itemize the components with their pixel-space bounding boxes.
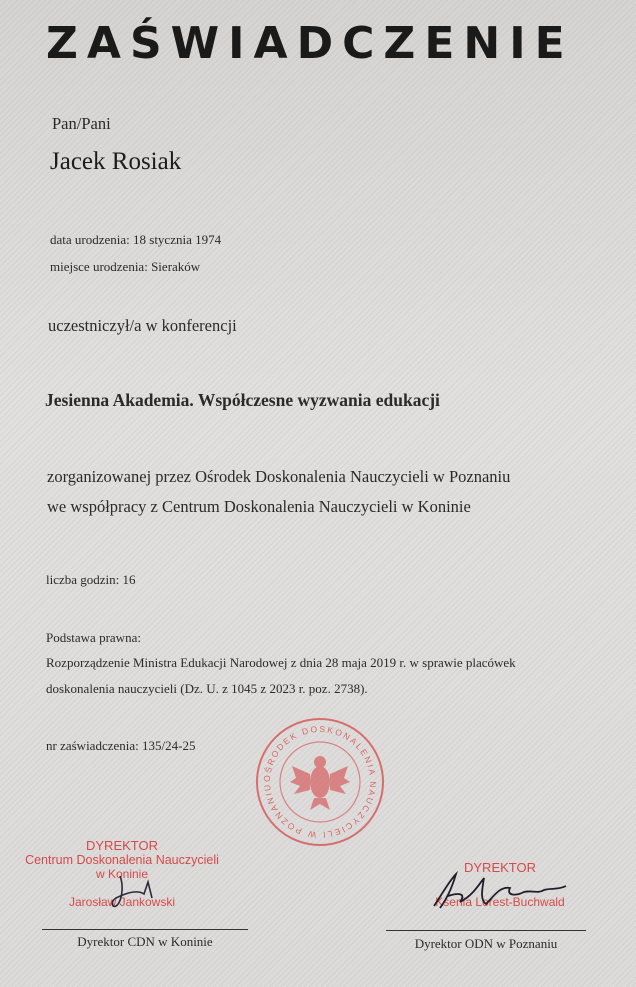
eagle-emblem-icon [290,756,350,810]
left-stamp-person: Jarosław Jankowski [68,895,176,909]
right-stamp-title: DYREKTOR [464,860,536,875]
hours-row [46,572,136,588]
legal-basis-label: Podstawa prawna: [46,630,141,645]
birth-place-label: miejsce urodzenia: [50,259,148,274]
salutation: Pan/Pani [52,114,111,133]
left-stamp-institution-1: Centrum Doskonalenia Nauczycieli [25,853,219,867]
official-seal [254,716,386,848]
legal-basis-line-2: doskonalenia nauczycieli (Dz. U. z 1045 z 2023 r. poz. 2738). [46,681,368,696]
left-signature-line [42,929,248,930]
birth-date-value: 18 stycznia 1974 [133,232,222,247]
left-stamp-institution-2: w Koninie [95,867,149,881]
right-caption: Dyrektor ODN w Poznaniu [414,936,558,951]
right-signature [420,866,580,916]
certificate-number-value: 135/24-25 [142,738,196,753]
left-caption: Dyrektor CDN w Koninie [77,934,213,949]
hours-value: 16 [122,572,136,587]
certificate-number-label: nr zaświadczenia: [46,738,139,753]
birth-place-value: Sieraków [151,259,201,274]
birth-date-row [50,232,221,248]
participation-text: uczestniczył/a w konferencji [48,316,237,335]
left-stamp-title: DYREKTOR [86,838,158,853]
certificate-number-row [46,738,195,754]
certificate-title: ZAŚWIADCZENIE [46,18,574,69]
legal-basis-line-1: Rozporządzenie Ministra Edukacji Narodowej z dnia 28 maja 2019 r. w sprawie placówek [46,655,516,670]
birth-place-row [50,259,200,275]
recipient-name: Jacek Rosiak [50,148,182,175]
hours-label: liczba godzin: [46,572,120,587]
organizer-line-1: zorganizowanej przez Ośrodek Doskonalenia Nauczycieli w Poznaniu [47,467,511,486]
birth-date-label: data urodzenia: [50,232,130,247]
right-signature-line [386,930,586,931]
conference-title: Jesienna Akademia. Współczesne wyzwania edukacji [45,390,440,410]
right-stamp-person: Ksenia Lorest-Buchwald [435,895,565,909]
seal-text: OŚRODEK DOSKONALENIA NAUCZYCIELI W POZNANIU [261,723,379,841]
left-signature [98,872,168,912]
organizer-line-2: we współpracy z Centrum Doskonalenia Nauczycieli w Koninie [47,497,471,516]
